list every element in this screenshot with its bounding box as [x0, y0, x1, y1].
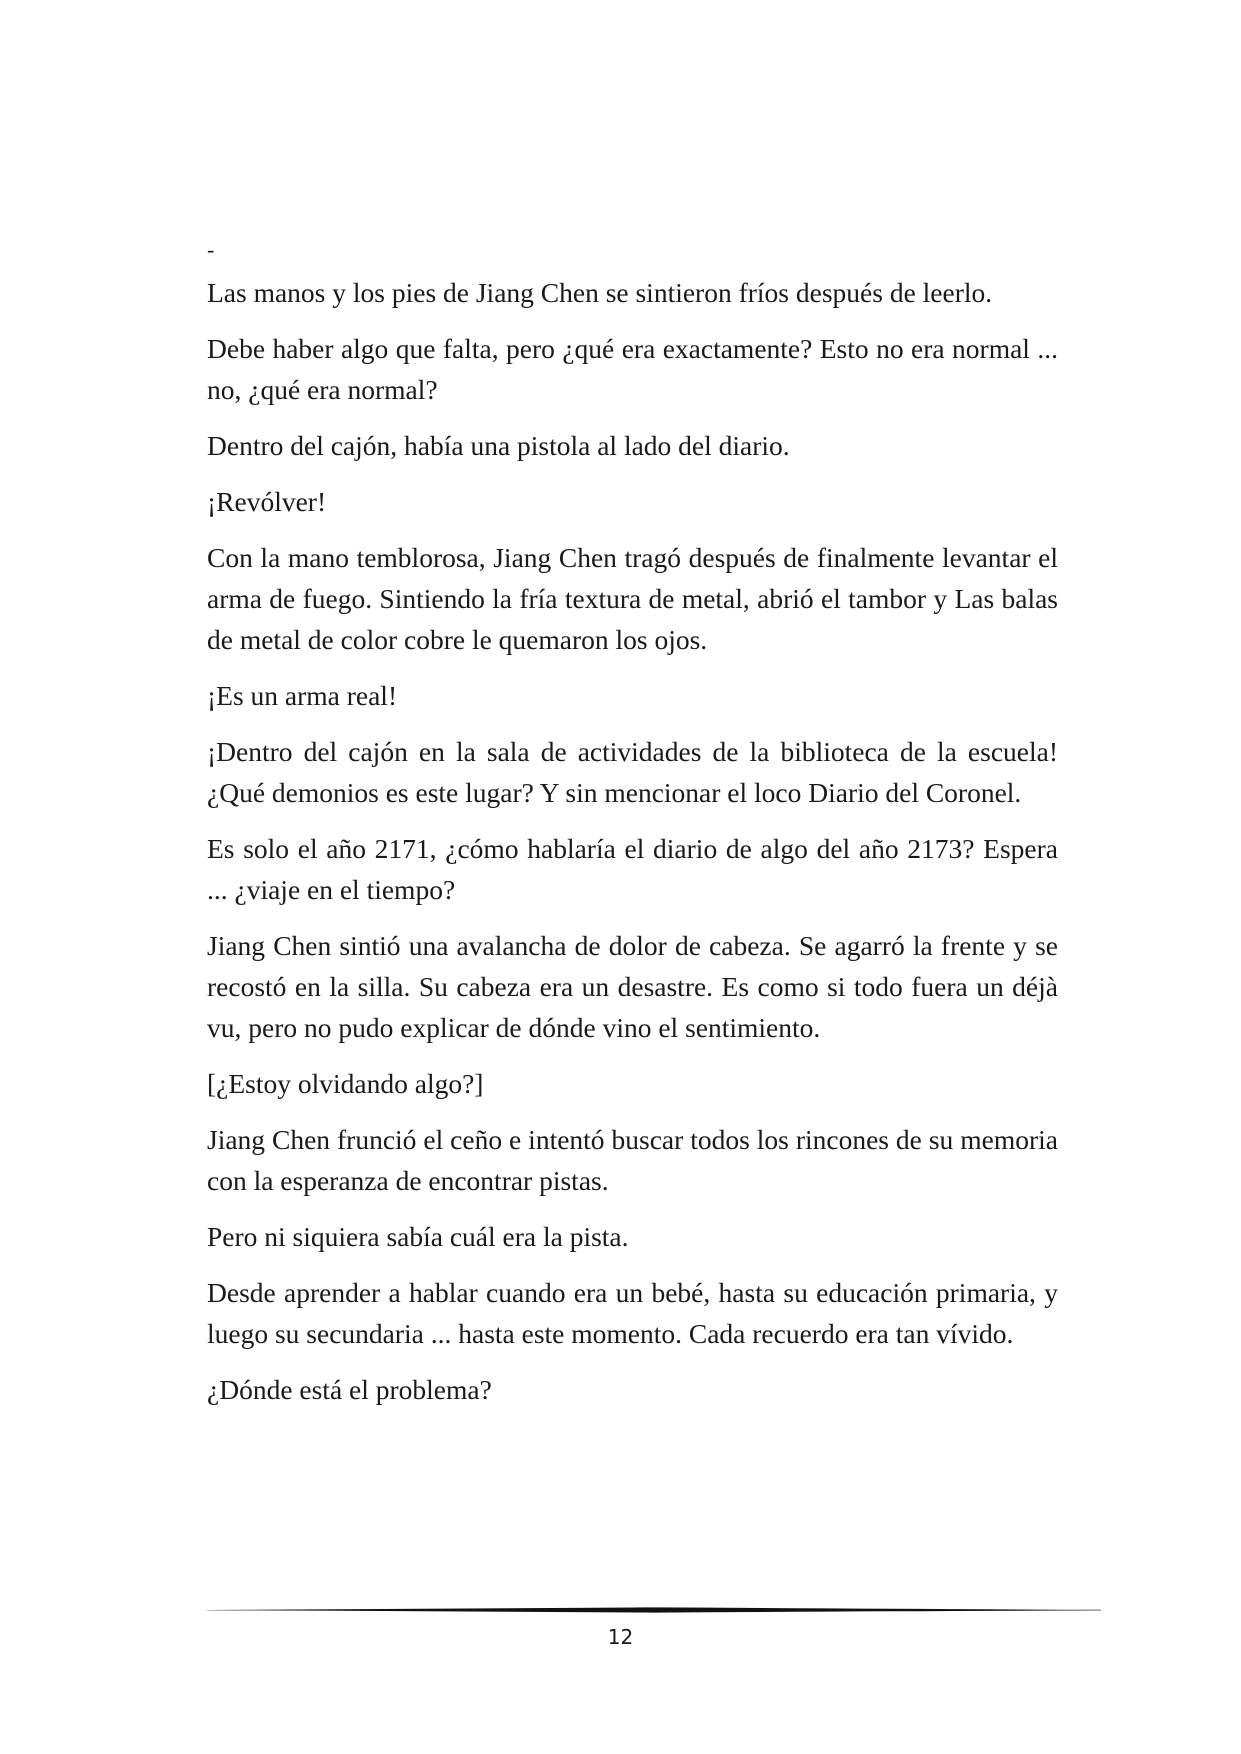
- paragraph: ¡Dentro del cajón en la sala de actividades de la biblioteca de la escuela! ¿Qué demonios es este lugar? Y sin mencionar el loco Diario del Coronel.: [207, 736, 1058, 808]
- footer-divider: [207, 1605, 1101, 1615]
- scene-break-dash: -: [207, 237, 215, 262]
- paragraph: Las manos y los pies de Jiang Chen se sintieron fríos después de leerlo.: [207, 277, 993, 308]
- paragraph: ¡Es un arma real!: [207, 680, 398, 711]
- paragraph: [¿Estoy olvidando algo?]: [207, 1068, 484, 1099]
- paragraph: Desde aprender a hablar cuando era un bebé, hasta su educación primaria, y luego su secundaria ... hasta este momento. Cada recuerdo era tan vívido.: [207, 1277, 1058, 1349]
- paragraph: Pero ni siquiera sabía cuál era la pista.: [207, 1221, 629, 1252]
- paragraph: Jiang Chen sintió una avalancha de dolor de cabeza. Se agarró la frente y se recostó en la silla. Su cabeza era un desastre. Es como si todo fuera un déjà vu, pero no pudo explicar de dónde vino el sentimiento.: [207, 930, 1058, 1043]
- paragraph: Es solo el año 2171, ¿cómo hablaría el diario de algo del año 2173? Espera ... ¿viaje en el tiempo?: [207, 833, 1058, 905]
- paragraph: Con la mano temblorosa, Jiang Chen tragó después de finalmente levantar el arma de fuego. Sintiendo la fría textura de metal, abrió el tambor y Las balas de metal de color cobre le quemaron los ojos.: [207, 542, 1058, 655]
- paragraph: ¿Dónde está el problema?: [207, 1374, 492, 1405]
- page-number: 12: [607, 1625, 634, 1649]
- paragraph: Dentro del cajón, había una pistola al lado del diario.: [207, 430, 790, 461]
- paragraph: ¡Revólver!: [207, 486, 327, 517]
- paragraph: Jiang Chen frunció el ceño e intentó buscar todos los rincones de su memoria con la esperanza de encontrar pistas.: [207, 1124, 1058, 1196]
- paragraph: Debe haber algo que falta, pero ¿qué era exactamente? Esto no era normal ... no, ¿qué era normal?: [207, 333, 1058, 405]
- body-text: [207, 236, 1058, 1425]
- footer-divider-swash: [207, 1607, 1101, 1612]
